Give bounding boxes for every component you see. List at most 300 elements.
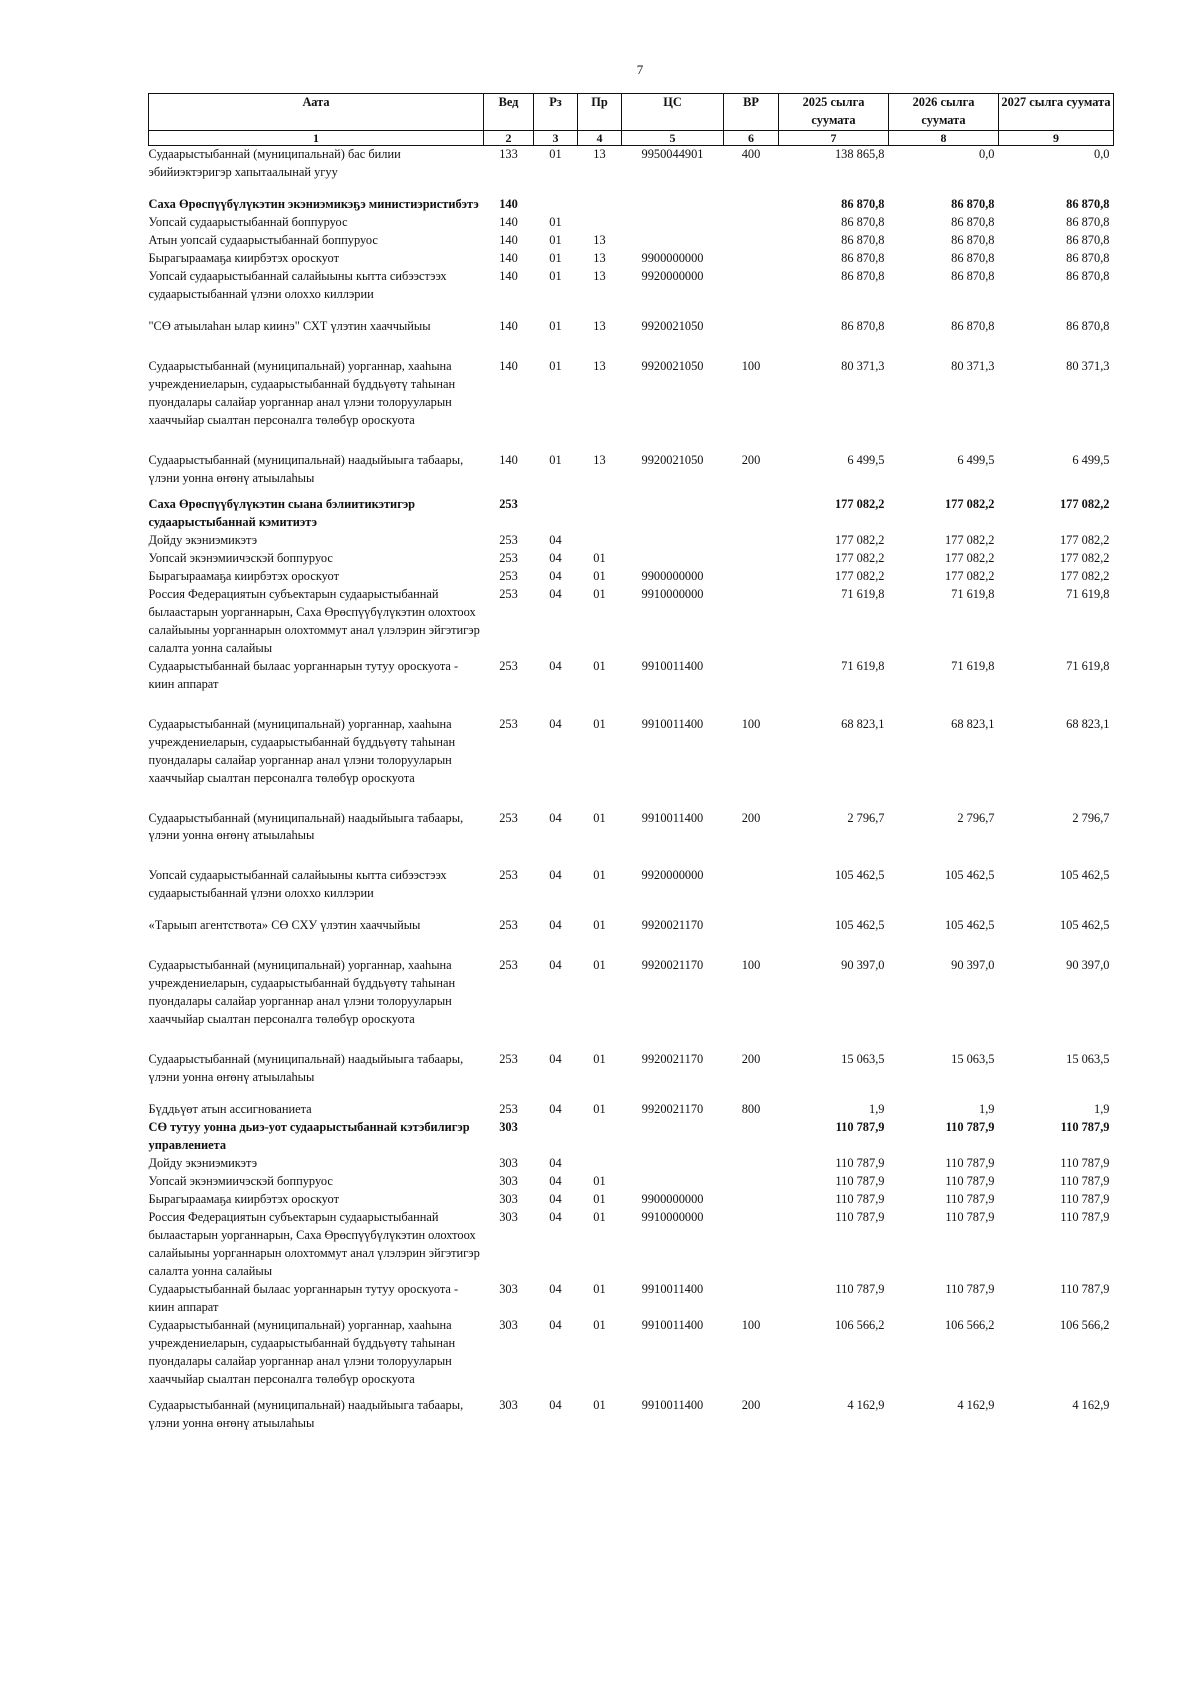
row-amount-2026: 4 162,9 bbox=[957, 1398, 995, 1413]
column-number: 6 bbox=[724, 130, 779, 145]
row-rz: 04 bbox=[549, 1282, 562, 1297]
row-name: Бырагыраамаҕа киирбэтэх ороскуот bbox=[148, 568, 339, 583]
row-rz: 04 bbox=[549, 1102, 562, 1117]
row-vr bbox=[724, 304, 779, 336]
row-cs bbox=[622, 488, 724, 532]
row-pr: 01 bbox=[593, 1174, 606, 1189]
row-name: Уопсай судаарыстыбаннай салайыыны кытта сибээстээх судаарыстыбаннай үлэни олоххо киллэрии bbox=[148, 268, 447, 301]
row-cs: 9920021170 bbox=[641, 1102, 704, 1117]
budget-table bbox=[148, 93, 1114, 1433]
row-amount-2027: 86 870,8 bbox=[1066, 268, 1110, 283]
row-amount-2026: 177 082,2 bbox=[944, 532, 995, 547]
row-amount-2026: 110 787,9 bbox=[945, 1282, 995, 1297]
row-amount-2026: 105 462,5 bbox=[944, 868, 995, 883]
row-amount-2027: 68 823,1 bbox=[1066, 716, 1110, 731]
row-amount-2025: 15 063,5 bbox=[841, 1052, 885, 1067]
row-rz: 04 bbox=[549, 1174, 562, 1189]
row-rz bbox=[534, 182, 578, 214]
row-cs: 9910011400 bbox=[641, 658, 704, 673]
row-amount-2025: 1,9 bbox=[869, 1102, 885, 1117]
table-row bbox=[149, 232, 1114, 250]
row-name: Саха Өрөспүүбүлүкэтин сыана бэлиитикэтигэр судаарыстыбаннай кэмитиэтэ bbox=[148, 496, 416, 529]
row-vr bbox=[724, 903, 779, 935]
row-cs: 9920021170 bbox=[641, 958, 704, 973]
row-ved: 303 bbox=[499, 1156, 518, 1171]
row-ved: 253 bbox=[499, 532, 518, 547]
row-vr: 200 bbox=[741, 1398, 761, 1413]
row-rz: 04 bbox=[549, 532, 562, 547]
table-row bbox=[149, 488, 1114, 532]
row-amount-2025: 110 787,9 bbox=[835, 1156, 885, 1171]
table-row bbox=[149, 568, 1114, 586]
row-vr bbox=[724, 232, 779, 250]
row-vr bbox=[724, 532, 779, 550]
row-pr: 01 bbox=[593, 568, 606, 583]
row-amount-2026: 71 619,8 bbox=[951, 658, 995, 673]
row-amount-2025: 90 397,0 bbox=[841, 958, 885, 973]
row-vr bbox=[724, 1119, 779, 1155]
row-amount-2027: 110 787,9 bbox=[1060, 1156, 1110, 1171]
row-vr bbox=[724, 1191, 779, 1209]
row-amount-2027: 80 371,3 bbox=[1066, 358, 1110, 373]
table-row bbox=[149, 1155, 1114, 1173]
row-amount-2026: 110 787,9 bbox=[945, 1156, 995, 1171]
row-rz: 01 bbox=[549, 452, 562, 467]
row-cs bbox=[622, 532, 724, 550]
row-amount-2026: 110 787,9 bbox=[945, 1192, 995, 1207]
row-vr bbox=[724, 658, 779, 694]
row-amount-2027: 105 462,5 bbox=[1059, 868, 1110, 883]
row-vr bbox=[724, 250, 779, 268]
row-vr: 100 bbox=[741, 958, 761, 973]
row-amount-2026: 90 397,0 bbox=[951, 958, 995, 973]
row-cs: 9920021170 bbox=[641, 918, 704, 933]
row-ved: 253 bbox=[499, 868, 518, 883]
row-pr bbox=[578, 488, 622, 532]
row-amount-2027: 0,0 bbox=[1094, 146, 1110, 161]
row-pr: 01 bbox=[593, 716, 606, 731]
row-rz: 04 bbox=[549, 958, 562, 973]
row-vr bbox=[724, 1281, 779, 1317]
row-amount-2026: 177 082,2 bbox=[944, 496, 995, 511]
row-amount-2027: 71 619,8 bbox=[1066, 586, 1110, 601]
row-name: "СӨ атыылаһан ылар киинэ" СХТ үлэтин хааччыйыы bbox=[148, 318, 431, 333]
row-vr: 100 bbox=[741, 358, 761, 373]
column-number: 4 bbox=[578, 130, 622, 145]
row-vr bbox=[724, 182, 779, 214]
row-rz: 04 bbox=[549, 1318, 562, 1333]
row-ved: 253 bbox=[499, 958, 518, 973]
row-pr: 13 bbox=[593, 358, 606, 373]
row-rz bbox=[534, 488, 578, 532]
row-name: Саха Өрөспүүбүлүкэтин экэниэмикэҕэ министиэристибэтэ bbox=[148, 196, 479, 211]
row-ved: 253 bbox=[499, 1052, 518, 1067]
row-rz: 04 bbox=[549, 550, 562, 565]
row-name: Судаарыстыбаннай (муниципальнай) уорганнар, хааһына учреждениеларын, судаарыстыбаннай бүддьүөтү таһынан пуондалары салайар уорганнар анал үлэни толорууларын хааччыйар сыалтан персоналга төлөбүр ороскуота bbox=[148, 358, 456, 427]
row-amount-2027: 90 397,0 bbox=[1066, 958, 1110, 973]
row-amount-2027: 6 499,5 bbox=[1072, 452, 1110, 467]
row-cs: 9910000000 bbox=[641, 1210, 704, 1225]
row-pr: 01 bbox=[593, 1102, 606, 1117]
row-rz: 04 bbox=[549, 658, 562, 673]
row-ved: 140 bbox=[499, 232, 518, 247]
table-row bbox=[149, 1191, 1114, 1209]
row-amount-2025: 105 462,5 bbox=[834, 918, 885, 933]
row-amount-2027: 177 082,2 bbox=[1059, 568, 1110, 583]
row-pr bbox=[578, 182, 622, 214]
row-name: Уопсай судаарыстыбаннай салайыыны кытта сибээстээх судаарыстыбаннай үлэни олоххо киллэрии bbox=[148, 868, 447, 901]
row-ved: 303 bbox=[499, 1282, 518, 1297]
row-name: Судаарыстыбаннай былаас уорганнарын тутуу ороскуота - киин аппарат bbox=[148, 658, 459, 691]
row-cs: 9910011400 bbox=[641, 810, 704, 825]
row-amount-2025: 138 865,8 bbox=[834, 146, 885, 161]
row-name: Дойду экэниэмикэтэ bbox=[148, 532, 258, 547]
row-name: «Тарыып агентствота» СӨ СХУ үлэтин хааччыйыы bbox=[148, 918, 421, 933]
row-amount-2027: 177 082,2 bbox=[1059, 532, 1110, 547]
header-vr: ВР bbox=[724, 94, 779, 131]
row-name: Бүддьүөт атын ассигнованиета bbox=[148, 1102, 312, 1117]
row-ved: 303 bbox=[499, 1192, 518, 1207]
row-rz: 01 bbox=[549, 268, 562, 283]
row-pr: 01 bbox=[593, 1052, 606, 1067]
row-pr: 13 bbox=[593, 452, 606, 467]
row-rz: 04 bbox=[549, 1210, 562, 1225]
table-row bbox=[149, 845, 1114, 903]
row-ved: 303 bbox=[499, 1120, 518, 1135]
row-amount-2026: 177 082,2 bbox=[944, 550, 995, 565]
row-ved: 253 bbox=[499, 918, 518, 933]
row-amount-2027: 15 063,5 bbox=[1066, 1052, 1110, 1067]
row-vr bbox=[724, 550, 779, 568]
row-rz: 01 bbox=[549, 358, 562, 373]
table-row bbox=[149, 903, 1114, 935]
row-ved: 140 bbox=[499, 196, 518, 211]
column-number: 9 bbox=[999, 130, 1114, 145]
column-number: 8 bbox=[889, 130, 999, 145]
table-row bbox=[149, 1317, 1114, 1389]
row-cs: 9910011400 bbox=[641, 1282, 704, 1297]
row-rz: 04 bbox=[549, 586, 562, 601]
row-rz: 01 bbox=[549, 146, 562, 161]
row-ved: 140 bbox=[499, 358, 518, 373]
row-rz: 04 bbox=[549, 716, 562, 731]
row-amount-2026: 86 870,8 bbox=[951, 318, 995, 333]
row-cs bbox=[622, 214, 724, 232]
row-cs bbox=[622, 1173, 724, 1191]
row-rz: 04 bbox=[549, 1156, 562, 1171]
row-amount-2025: 86 870,8 bbox=[841, 268, 885, 283]
table-row bbox=[149, 430, 1114, 488]
row-amount-2025: 110 787,9 bbox=[835, 1192, 885, 1207]
row-vr: 200 bbox=[741, 1052, 761, 1067]
header-ved: Вед bbox=[484, 94, 534, 131]
row-amount-2027: 110 787,9 bbox=[1060, 1174, 1110, 1189]
row-vr bbox=[724, 1155, 779, 1173]
row-name: Россия Федерациятын субъектарын судаарыстыбаннай былаастарын уорганнарын, Саха Өрөспүүбүлүкэтин олохтоох салайыыны уорганнарын олохтоммут анал үлэлэрин эйгэтигэр салалта уонна салайыы bbox=[148, 1210, 480, 1279]
column-number: 7 bbox=[779, 130, 889, 145]
row-cs bbox=[622, 232, 724, 250]
row-amount-2027: 86 870,8 bbox=[1066, 232, 1110, 247]
row-name: Судаарыстыбаннай (муниципальнай) наадыйыыга табаары, үлэни уонна өҥөнү атыылаһыы bbox=[148, 1398, 464, 1431]
table-row bbox=[149, 1389, 1114, 1433]
row-amount-2026: 105 462,5 bbox=[944, 918, 995, 933]
row-rz: 04 bbox=[549, 1192, 562, 1207]
page-number: 7 bbox=[636, 62, 644, 77]
row-pr: 01 bbox=[593, 918, 606, 933]
row-amount-2027: 86 870,8 bbox=[1066, 196, 1110, 211]
row-cs: 9910011400 bbox=[641, 1318, 704, 1333]
row-rz: 01 bbox=[549, 214, 562, 229]
row-amount-2026: 6 499,5 bbox=[957, 452, 995, 467]
row-rz: 04 bbox=[549, 868, 562, 883]
row-pr: 13 bbox=[593, 318, 606, 333]
table-row bbox=[149, 182, 1114, 214]
row-pr: 01 bbox=[593, 658, 606, 673]
row-vr bbox=[724, 488, 779, 532]
row-amount-2025: 105 462,5 bbox=[834, 868, 885, 883]
row-name: Судаарыстыбаннай (муниципальнай) бас билии эбийиэктэригэр хапытаалынай угуу bbox=[148, 146, 401, 179]
row-name: Судаарыстыбаннай былаас уорганнарын тутуу ороскуота - киин аппарат bbox=[148, 1282, 459, 1315]
row-name: Бырагыраамаҕа киирбэтэх ороскуот bbox=[148, 250, 339, 265]
row-rz: 04 bbox=[549, 1052, 562, 1067]
row-ved: 253 bbox=[499, 810, 518, 825]
row-amount-2026: 86 870,8 bbox=[951, 196, 995, 211]
row-vr bbox=[724, 586, 779, 658]
row-cs: 9900000000 bbox=[641, 250, 704, 265]
table-row bbox=[149, 788, 1114, 846]
row-cs: 9920021050 bbox=[641, 358, 704, 373]
row-amount-2026: 110 787,9 bbox=[945, 1174, 995, 1189]
row-cs bbox=[622, 1155, 724, 1173]
row-vr bbox=[724, 268, 779, 304]
row-cs: 9910000000 bbox=[641, 586, 704, 601]
row-vr bbox=[724, 214, 779, 232]
row-cs: 9900000000 bbox=[641, 1192, 704, 1207]
row-cs: 9920000000 bbox=[641, 868, 704, 883]
row-amount-2025: 177 082,2 bbox=[834, 568, 885, 583]
row-rz: 01 bbox=[549, 250, 562, 265]
table-row bbox=[149, 658, 1114, 694]
row-pr: 01 bbox=[593, 550, 606, 565]
row-amount-2025: 86 870,8 bbox=[841, 196, 885, 211]
row-name: Бырагыраамаҕа киирбэтэх ороскуот bbox=[148, 1192, 339, 1207]
row-amount-2027: 110 787,9 bbox=[1060, 1210, 1110, 1225]
row-ved: 140 bbox=[499, 214, 518, 229]
row-pr: 13 bbox=[593, 232, 606, 247]
table-row bbox=[149, 1209, 1114, 1281]
row-amount-2027: 1,9 bbox=[1094, 1102, 1110, 1117]
row-amount-2025: 110 787,9 bbox=[835, 1120, 885, 1135]
column-number: 5 bbox=[622, 130, 724, 145]
row-amount-2025: 86 870,8 bbox=[841, 318, 885, 333]
row-amount-2027: 86 870,8 bbox=[1066, 250, 1110, 265]
row-ved: 253 bbox=[499, 658, 518, 673]
row-pr bbox=[578, 1155, 622, 1173]
row-name: Уопсай судаарыстыбаннай боппуруос bbox=[148, 214, 348, 229]
row-amount-2025: 71 619,8 bbox=[841, 586, 885, 601]
row-amount-2025: 68 823,1 bbox=[841, 716, 885, 731]
row-pr: 01 bbox=[593, 1192, 606, 1207]
table-row bbox=[149, 1119, 1114, 1155]
row-amount-2027: 2 796,7 bbox=[1072, 810, 1110, 825]
header-pr: Пр bbox=[578, 94, 622, 131]
row-amount-2025: 110 787,9 bbox=[835, 1210, 885, 1225]
table-row bbox=[149, 532, 1114, 550]
table-row bbox=[149, 1281, 1114, 1317]
row-vr: 200 bbox=[741, 452, 761, 467]
table-row bbox=[149, 214, 1114, 232]
row-amount-2026: 15 063,5 bbox=[951, 1052, 995, 1067]
row-name: Дойду экэниэмикэтэ bbox=[148, 1156, 258, 1171]
row-cs: 9910011400 bbox=[641, 1398, 704, 1413]
row-name: СӨ тутуу уонна дьиэ-уот судаарыстыбаннай кэтэбилигэр управлениета bbox=[148, 1120, 470, 1153]
row-amount-2025: 6 499,5 bbox=[847, 452, 885, 467]
row-amount-2027: 110 787,9 bbox=[1060, 1192, 1110, 1207]
row-cs: 9920021050 bbox=[641, 452, 704, 467]
row-pr: 01 bbox=[593, 586, 606, 601]
row-amount-2027: 106 566,2 bbox=[1059, 1318, 1110, 1333]
row-rz: 01 bbox=[549, 318, 562, 333]
table-row bbox=[149, 694, 1114, 788]
row-pr bbox=[578, 532, 622, 550]
row-amount-2026: 86 870,8 bbox=[951, 232, 995, 247]
row-amount-2025: 110 787,9 bbox=[835, 1282, 885, 1297]
row-cs: 9920021170 bbox=[641, 1052, 704, 1067]
header-2026: 2026 сылга суумата bbox=[889, 94, 999, 131]
row-amount-2025: 177 082,2 bbox=[834, 532, 885, 547]
table-row bbox=[149, 1087, 1114, 1119]
row-rz: 04 bbox=[549, 568, 562, 583]
row-amount-2026: 110 787,9 bbox=[945, 1210, 995, 1225]
row-cs bbox=[622, 550, 724, 568]
row-amount-2026: 177 082,2 bbox=[944, 568, 995, 583]
row-name: Судаарыстыбаннай (муниципальнай) уорганнар, хааһына учреждениеларын, судаарыстыбаннай бүддьүөтү таһынан пуондалары салайар уорганнар анал үлэни толорууларын хааччыйар сыалтан персоналга төлөбүр ороскуота bbox=[148, 958, 456, 1027]
row-amount-2026: 80 371,3 bbox=[951, 358, 995, 373]
row-rz: 04 bbox=[549, 1398, 562, 1413]
row-cs bbox=[622, 1119, 724, 1155]
row-pr: 01 bbox=[593, 1210, 606, 1225]
row-amount-2025: 71 619,8 bbox=[841, 658, 885, 673]
row-pr: 13 bbox=[593, 268, 606, 283]
row-vr: 100 bbox=[741, 716, 761, 731]
row-name: Судаарыстыбаннай (муниципальнай) наадыйыыга табаары, үлэни уонна өҥөнү атыылаһыы bbox=[148, 810, 464, 843]
row-pr: 01 bbox=[593, 810, 606, 825]
column-number-row bbox=[149, 130, 1114, 145]
row-ved: 303 bbox=[499, 1210, 518, 1225]
row-name: Уопсай экэнэмиичэскэй боппуруос bbox=[148, 550, 333, 565]
row-pr: 13 bbox=[593, 146, 606, 161]
row-vr: 100 bbox=[741, 1318, 761, 1333]
row-amount-2026: 86 870,8 bbox=[951, 250, 995, 265]
row-amount-2027: 71 619,8 bbox=[1066, 658, 1110, 673]
row-vr bbox=[724, 568, 779, 586]
row-ved: 140 bbox=[499, 452, 518, 467]
row-name: Судаарыстыбаннай (муниципальнай) уорганнар, хааһына учреждениеларын, судаарыстыбаннай бүддьүөтү таһынан пуондалары салайар уорганнар анал үлэни толорууларын хааччыйар сыалтан персоналга төлөбүр ороскуота bbox=[148, 716, 456, 785]
row-ved: 303 bbox=[499, 1398, 518, 1413]
row-name: Судаарыстыбаннай (муниципальнай) наадыйыыга табаары, үлэни уонна өҥөнү атыылаһыы bbox=[148, 1052, 464, 1085]
row-amount-2027: 110 787,9 bbox=[1060, 1120, 1110, 1135]
row-amount-2025: 4 162,9 bbox=[847, 1398, 885, 1413]
row-amount-2026: 110 787,9 bbox=[945, 1120, 995, 1135]
row-amount-2026: 86 870,8 bbox=[951, 214, 995, 229]
row-name: Судаарыстыбаннай (муниципальнай) наадыйыыга табаары, үлэни уонна өҥөнү атыылаһыы bbox=[148, 452, 464, 485]
column-number: 1 bbox=[149, 130, 484, 145]
row-cs: 9920000000 bbox=[641, 268, 704, 283]
header-name: Аата bbox=[149, 94, 484, 131]
row-pr: 01 bbox=[593, 1282, 606, 1297]
row-ved: 253 bbox=[499, 1102, 518, 1117]
table-row bbox=[149, 586, 1114, 658]
row-pr: 01 bbox=[593, 1318, 606, 1333]
row-name: Россия Федерациятын субъектарын судаарыстыбаннай былаастарын уорганнарын, Саха Өрөспүүбүлүкэтин олохтоох салайыыны уорганнарын олохтоммут анал үлэлэрин эйгэтигэр салалта уонна салайыы bbox=[148, 586, 480, 655]
row-amount-2025: 80 371,3 bbox=[841, 358, 885, 373]
table-row bbox=[149, 1029, 1114, 1087]
row-name: Атын уопсай судаарыстыбаннай боппуруос bbox=[148, 232, 378, 247]
row-ved: 253 bbox=[499, 716, 518, 731]
row-cs: 9950044901 bbox=[641, 146, 704, 161]
header-2025: 2025 сылга суумата bbox=[779, 94, 889, 131]
row-amount-2025: 177 082,2 bbox=[834, 550, 885, 565]
row-pr: 01 bbox=[593, 958, 606, 973]
row-name: Судаарыстыбаннай (муниципальнай) уорганнар, хааһына учреждениеларын, судаарыстыбаннай бүддьүөтү таһынан пуондалары салайар уорганнар анал үлэни толорууларын хааччыйар сыалтан персоналга төлөбүр ороскуота bbox=[148, 1318, 456, 1387]
table-row bbox=[149, 935, 1114, 1029]
row-cs: 9910011400 bbox=[641, 716, 704, 731]
row-rz: 04 bbox=[549, 918, 562, 933]
row-amount-2027: 86 870,8 bbox=[1066, 318, 1110, 333]
row-amount-2027: 177 082,2 bbox=[1059, 550, 1110, 565]
column-number: 2 bbox=[484, 130, 534, 145]
row-amount-2026: 106 566,2 bbox=[944, 1318, 995, 1333]
row-rz: 04 bbox=[549, 810, 562, 825]
row-ved: 140 bbox=[499, 318, 518, 333]
table-row bbox=[149, 304, 1114, 336]
row-amount-2025: 86 870,8 bbox=[841, 232, 885, 247]
table-row bbox=[149, 1173, 1114, 1191]
row-ved: 253 bbox=[499, 496, 518, 511]
row-amount-2027: 110 787,9 bbox=[1060, 1282, 1110, 1297]
table-body bbox=[149, 145, 1114, 1433]
row-pr: 13 bbox=[593, 250, 606, 265]
row-vr bbox=[724, 1209, 779, 1281]
row-cs: 9900000000 bbox=[641, 568, 704, 583]
header-row bbox=[149, 94, 1114, 131]
header-cs: ЦС bbox=[622, 94, 724, 131]
row-amount-2026: 86 870,8 bbox=[951, 268, 995, 283]
row-amount-2025: 2 796,7 bbox=[847, 810, 885, 825]
row-amount-2025: 110 787,9 bbox=[835, 1174, 885, 1189]
row-ved: 253 bbox=[499, 586, 518, 601]
row-amount-2025: 106 566,2 bbox=[834, 1318, 885, 1333]
row-ved: 140 bbox=[499, 250, 518, 265]
header-2027: 2027 сылга суумата bbox=[999, 94, 1114, 131]
row-ved: 140 bbox=[499, 268, 518, 283]
row-vr: 200 bbox=[741, 810, 761, 825]
row-pr: 01 bbox=[593, 868, 606, 883]
row-amount-2027: 177 082,2 bbox=[1059, 496, 1110, 511]
row-cs bbox=[622, 182, 724, 214]
row-amount-2026: 1,9 bbox=[979, 1102, 995, 1117]
table-row bbox=[149, 145, 1114, 181]
row-ved: 133 bbox=[499, 146, 518, 161]
row-ved: 303 bbox=[499, 1318, 518, 1333]
column-number: 3 bbox=[534, 130, 578, 145]
row-amount-2025: 86 870,8 bbox=[841, 214, 885, 229]
row-vr bbox=[724, 1173, 779, 1191]
table-row bbox=[149, 336, 1114, 430]
row-amount-2027: 86 870,8 bbox=[1066, 214, 1110, 229]
table-row bbox=[149, 250, 1114, 268]
row-pr: 01 bbox=[593, 1398, 606, 1413]
